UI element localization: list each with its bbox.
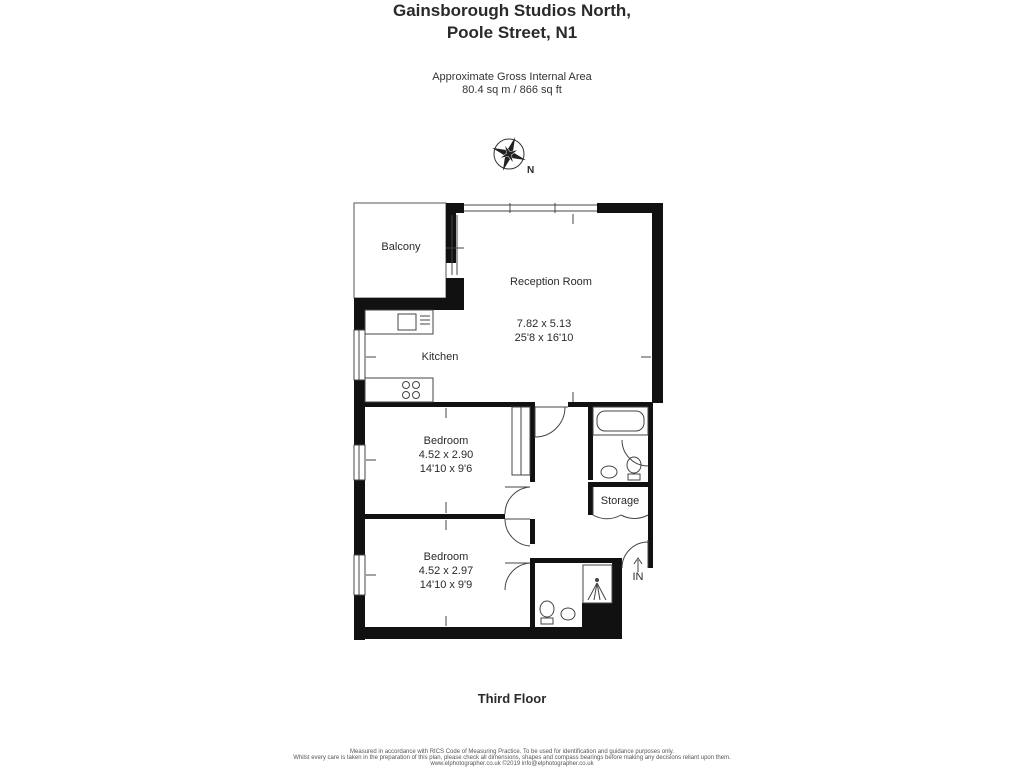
room-dim-bedroom-2-imperial: 14'10 x 9'9: [419, 579, 473, 591]
entrance-label: IN: [632, 571, 644, 583]
floor-label: Third Floor: [477, 691, 547, 706]
interior-walls: [365, 402, 653, 627]
room-dim-bedroom-1-imperial: 14'10 x 9'6: [419, 463, 473, 475]
ensuite-basin-icon: [561, 608, 575, 620]
bathtub-icon: [593, 407, 648, 435]
compass-north-label: N: [527, 165, 535, 176]
room-label-storage: Storage: [600, 495, 640, 507]
room-label-reception: Reception Room: [510, 276, 592, 288]
plan-title-line-2: Poole Street, N1: [446, 23, 578, 42]
room-label-balcony: Balcony: [381, 241, 421, 253]
disclaimer-line-3: www.elphotographer.co.uk ©2019 info@elphotographer.co.uk: [430, 761, 594, 767]
room-dim-bedroom-2-metric: 4.52 x 2.97: [418, 565, 474, 577]
toilet-icon: [627, 457, 641, 480]
compass-rose-icon: [486, 131, 535, 177]
ensuite-toilet-icon: [540, 601, 554, 624]
wardrobe: [512, 407, 530, 475]
disclaimer-line-1: Measured in accordance with RICS Code of Measuring Practice. To be used for identification and guidance purposes only.: [350, 749, 674, 755]
room-label-bedroom-2: Bedroom: [423, 551, 469, 563]
basin-icon: [601, 466, 617, 478]
area-value: 80.4 sq m / 866 sq ft: [462, 84, 562, 96]
room-label-kitchen: Kitchen: [421, 351, 459, 363]
plan-title-line-1: Gainsborough Studios North,: [393, 1, 631, 20]
room-dim-bedroom-1-metric: 4.52 x 2.90: [418, 449, 474, 461]
room-label-bedroom-1: Bedroom: [423, 435, 469, 447]
disclaimer-line-2: Whilst every care is taken in the preparation of this plan, please check all dimensions, shapes and compass bearings before making any decisions reliant upon them.: [293, 755, 731, 761]
room-dim-reception-metric: 7.82 x 5.13: [516, 318, 572, 330]
top-glazing: [464, 203, 597, 213]
area-label: Approximate Gross Internal Area: [432, 71, 592, 83]
shower-icon: [583, 565, 612, 603]
room-dim-reception-imperial: 25'8 x 16'10: [514, 332, 574, 344]
entrance-arrow-icon: [634, 558, 642, 572]
